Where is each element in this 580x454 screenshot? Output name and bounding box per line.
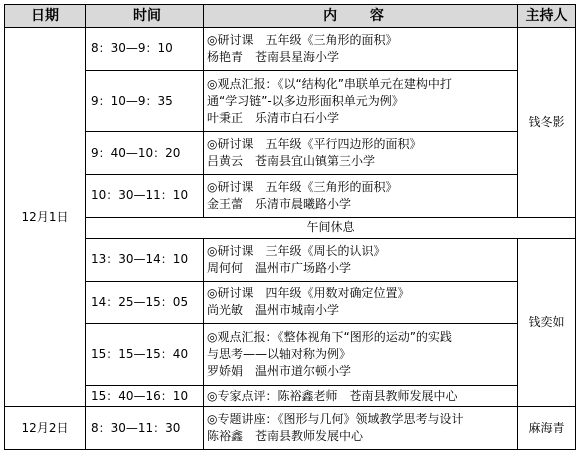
time-cell: 9：40—10：20 xyxy=(86,132,204,175)
content-line: 尚光敏 温州市城南小学 xyxy=(207,303,340,318)
time-cell: 14：25—15：05 xyxy=(86,281,204,324)
header-time: 时间 xyxy=(86,5,204,28)
host-cell-morning: 钱冬影 xyxy=(518,28,576,218)
content-line: 吕黄云 苍南县宜山镇第三小学 xyxy=(207,154,376,169)
content-line: 通“学习链”-以多边形面积单元为例》 xyxy=(207,93,404,108)
content-line: 罗娇娟 温州市道尔顿小学 xyxy=(207,364,352,379)
host-cell-day2: 麻海青 xyxy=(518,407,576,450)
table-row xyxy=(5,28,576,71)
time-cell: 13：30—14：10 xyxy=(86,238,204,281)
table-row xyxy=(5,132,576,175)
header-content: 内 容 xyxy=(204,5,518,28)
header-host: 主持人 xyxy=(518,5,576,28)
content-line: ◎专家点评：陈裕鑫老师 苍南县教师发展中心 xyxy=(207,388,458,403)
lunch-break-row xyxy=(5,217,576,238)
content-line: ◎研讨课 五年级《三角形的面积》 xyxy=(207,179,398,194)
host-cell-afternoon: 钱奕如 xyxy=(518,238,576,406)
content-cell xyxy=(204,132,518,175)
date-cell-day2: 12月2日 xyxy=(5,407,86,450)
time-cell: 15：40—16：10 xyxy=(86,386,204,407)
content-cell xyxy=(204,407,518,450)
content-line: ◎专题讲座：《图形与几何》领域教学思考与设计 xyxy=(207,412,464,427)
date-cell-day1: 12月1日 xyxy=(5,28,86,407)
content-line: 陈裕鑫 苍南县教师发展中心 xyxy=(207,429,364,444)
table-row xyxy=(5,386,576,407)
content-line: ◎研讨课 四年级《用数对确定位置》 xyxy=(207,286,410,301)
content-line: ◎观点汇报：《整体视角下“图形的运动”的实践 xyxy=(207,330,452,345)
table-row xyxy=(5,175,576,218)
content-line: 叶秉正 乐清市白石小学 xyxy=(207,110,340,125)
table-row xyxy=(5,281,576,324)
table-row xyxy=(5,238,576,281)
table-row xyxy=(5,324,576,386)
content-line: ◎研讨课 三年级《周长的认识》 xyxy=(207,243,386,258)
content-line: ◎研讨课 五年级《平行四边形的面积》 xyxy=(207,137,422,152)
time-cell: 9：10—9：35 xyxy=(86,70,204,132)
content-line: ◎观点汇报：《以“结构化”串联单元在建构中打 xyxy=(207,76,452,91)
content-cell xyxy=(204,238,518,281)
schedule-table xyxy=(4,4,576,450)
header-row xyxy=(5,5,576,28)
content-line: 与思考——以轴对称为例》 xyxy=(207,347,352,362)
time-cell: 8：30—9：10 xyxy=(86,28,204,71)
time-cell: 15：15—15：40 xyxy=(86,324,204,386)
table-row xyxy=(5,407,576,450)
content-cell xyxy=(204,324,518,386)
content-cell xyxy=(204,28,518,71)
content-cell xyxy=(204,175,518,218)
table-row xyxy=(5,70,576,132)
content-line: ◎研讨课 五年级《三角形的面积》 xyxy=(207,32,398,47)
content-cell xyxy=(204,70,518,132)
time-cell: 10：30—11：10 xyxy=(86,175,204,218)
content-line: 杨艳青 苍南县星海小学 xyxy=(207,49,340,64)
content-cell xyxy=(204,281,518,324)
header-date: 日期 xyxy=(5,5,86,28)
content-line: 金王蕾 乐清市晨曦路小学 xyxy=(207,196,352,211)
time-cell: 8：30—11：30 xyxy=(86,407,204,450)
content-line: 周何何 温州市广场路小学 xyxy=(207,260,352,275)
lunch-break-cell: 午间休息 xyxy=(86,217,576,238)
content-cell xyxy=(204,386,518,407)
